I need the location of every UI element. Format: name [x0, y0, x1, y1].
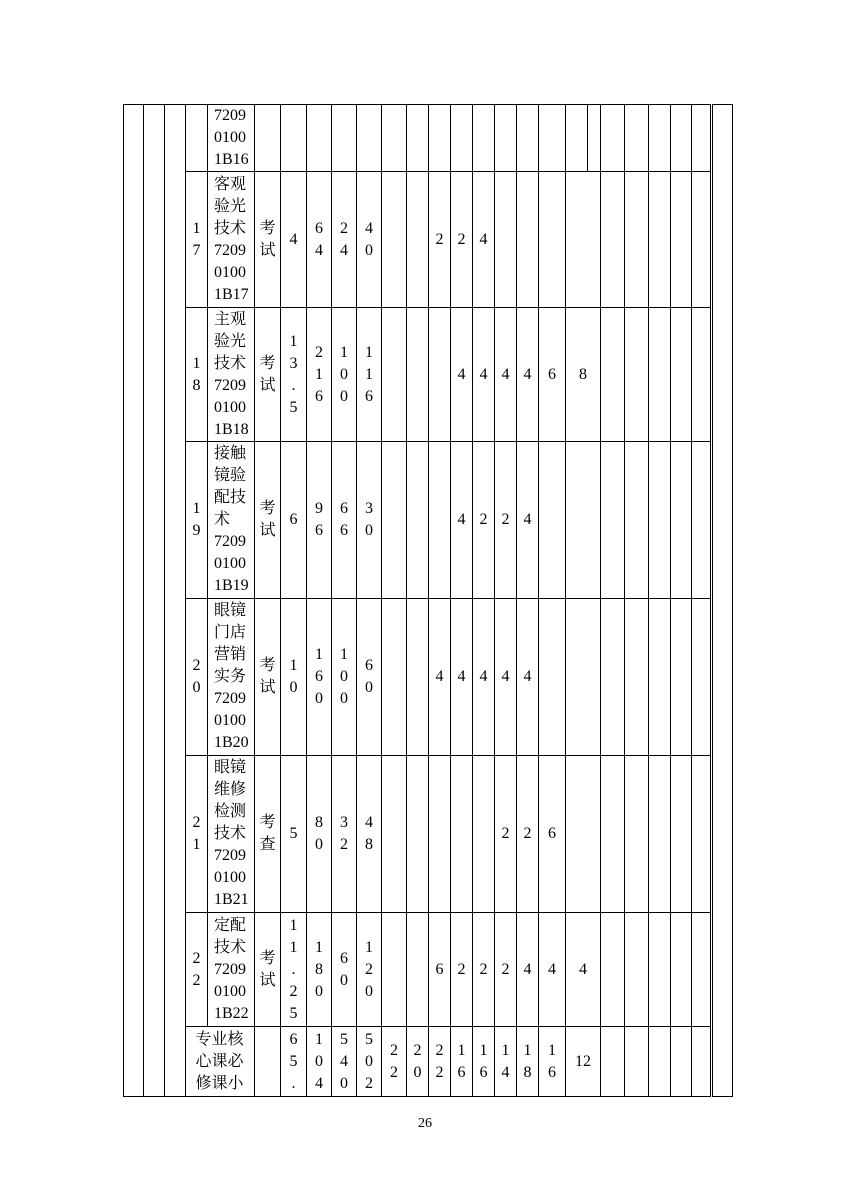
- edge-cell: [712, 105, 733, 1097]
- empty-cell: [625, 756, 649, 913]
- schedule-value: 4: [479, 365, 488, 383]
- schedule-value: 18: [523, 1041, 532, 1081]
- schedule-cell: [451, 442, 473, 599]
- schedule-value: 4: [457, 668, 466, 685]
- schedule-cell: [451, 1027, 473, 1097]
- schedule-value: 12: [575, 1052, 591, 1070]
- empty-cell: [625, 599, 649, 756]
- assessment-method: 考试: [259, 219, 276, 259]
- theory-hours-cell: [332, 172, 357, 308]
- course-code: 720901001B16: [214, 107, 249, 168]
- practice-hours: 40: [365, 219, 373, 259]
- schedule-cell: [473, 172, 495, 308]
- subtotal-label: 专业核心课必修课小: [195, 1030, 244, 1092]
- assessment-cell: [255, 105, 281, 172]
- empty-cell: [649, 1027, 671, 1097]
- empty-cell: [671, 442, 692, 599]
- empty-cell: [625, 105, 649, 172]
- credits-cell: [281, 172, 307, 308]
- schedule-cell: [517, 599, 539, 756]
- schedule-cell: [517, 913, 539, 1027]
- assessment-cell: [255, 308, 281, 442]
- schedule-value: 4: [457, 365, 466, 383]
- course-number-cell: [186, 599, 208, 756]
- schedule-value: 14: [501, 1041, 510, 1081]
- course-name-cell: [208, 172, 255, 308]
- credits-cell: [281, 105, 307, 172]
- assessment-method: 考试: [259, 949, 276, 989]
- course-name: 定配技术: [214, 916, 247, 956]
- schedule-cell: [495, 1027, 517, 1097]
- schedule-cell: [429, 913, 451, 1027]
- schedule-cell: [407, 172, 429, 308]
- course-name-cell: [208, 105, 255, 172]
- schedule-value: 2: [435, 230, 444, 248]
- empty-cell: [692, 172, 712, 308]
- schedule-cell: [495, 756, 517, 913]
- empty-cell: [671, 756, 692, 913]
- course-number: 20: [192, 657, 201, 696]
- schedule-cell: [382, 442, 407, 599]
- course-number-cell: [186, 105, 208, 172]
- assessment-cell: [255, 756, 281, 913]
- schedule-cell: [429, 172, 451, 308]
- schedule-value: 4: [523, 960, 532, 978]
- category-cell-b: [144, 105, 165, 1097]
- course-name-cell: [208, 599, 255, 756]
- empty-cell: [671, 599, 692, 756]
- empty-cell: [671, 308, 692, 442]
- schedule-value: 22: [390, 1041, 398, 1081]
- assessment-cell: [255, 442, 281, 599]
- schedule-cell: [495, 172, 517, 308]
- schedule-cell: [566, 756, 601, 913]
- practice-hours: 502: [365, 1030, 373, 1092]
- schedule-cell: [429, 756, 451, 913]
- schedule-value: 6: [435, 960, 444, 978]
- schedule-cell: [382, 105, 407, 172]
- schedule-value: 2: [479, 511, 488, 528]
- practice-hours-cell: [357, 599, 382, 756]
- schedule-cell: [382, 308, 407, 442]
- schedule-cell: [407, 442, 429, 599]
- schedule-cell: [382, 913, 407, 1027]
- schedule-value: 2: [523, 825, 532, 842]
- schedule-cell: [473, 442, 495, 599]
- schedule-cell: [451, 105, 473, 172]
- practice-hours: 116: [365, 343, 373, 405]
- schedule-value: 4: [523, 668, 532, 685]
- schedule-cell: [473, 105, 495, 172]
- schedule-cell: [566, 308, 601, 442]
- empty-cell: [625, 1027, 649, 1097]
- schedule-value: 8: [579, 365, 587, 383]
- schedule-value: 2: [501, 511, 510, 528]
- empty-cell: [625, 913, 649, 1027]
- schedule-cell: [429, 599, 451, 756]
- schedule-value: 6: [548, 365, 556, 383]
- total-hours-cell: [307, 756, 332, 913]
- course-row: [124, 442, 733, 599]
- practice-hours-cell: [357, 756, 382, 913]
- schedule-value: 20: [413, 1041, 422, 1081]
- schedule-cell: [451, 172, 473, 308]
- theory-hours: 60: [340, 949, 348, 989]
- total-hours: 216: [315, 343, 323, 405]
- practice-hours-cell: [357, 913, 382, 1027]
- empty-cell: [601, 756, 625, 913]
- schedule-cell: [566, 599, 601, 756]
- schedule-value: 4: [501, 668, 510, 685]
- course-code: 720901001B17: [214, 241, 249, 303]
- assessment-method: 考试: [259, 500, 276, 539]
- course-row: [124, 105, 733, 172]
- total-hours-cell: [307, 308, 332, 442]
- empty-cell: [692, 105, 712, 172]
- subtotal-credits-cell: [281, 1027, 307, 1097]
- theory-hours: 32: [340, 814, 348, 853]
- schedule-value: 4: [457, 511, 466, 528]
- schedule-cell: [566, 172, 601, 308]
- course-number-cell: [186, 172, 208, 308]
- course-row: [124, 308, 733, 442]
- course-number-cell: [186, 756, 208, 913]
- practice-hours: 30: [365, 500, 373, 539]
- schedule-cell: [566, 1027, 601, 1097]
- theory-hours-cell: [332, 1027, 357, 1097]
- schedule-value: 16: [548, 1041, 556, 1081]
- practice-hours-cell: [357, 442, 382, 599]
- schedule-cell: [539, 599, 566, 756]
- schedule-cell: [407, 756, 429, 913]
- course-code: 720901001B18: [214, 376, 249, 438]
- schedule-cell: [517, 105, 539, 172]
- empty-cell: [601, 172, 625, 308]
- schedule-cell: [407, 105, 429, 172]
- empty-cell: [649, 172, 671, 308]
- empty-cell: [692, 308, 712, 442]
- theory-hours: 100: [340, 646, 348, 707]
- schedule-value: 2: [457, 960, 466, 978]
- schedule-value: 4: [548, 960, 556, 978]
- practice-hours: 120: [365, 938, 373, 1000]
- schedule-cell: [539, 1027, 566, 1097]
- empty-cell: [649, 599, 671, 756]
- credits: 6: [289, 511, 298, 528]
- schedule-cell: [473, 308, 495, 442]
- schedule-value: 4: [435, 668, 444, 685]
- empty-cell: [601, 1027, 625, 1097]
- schedule-value: 4: [523, 365, 532, 383]
- schedule-cell: [407, 308, 429, 442]
- empty-cell: [671, 1027, 692, 1097]
- schedule-value: 4: [501, 365, 510, 383]
- schedule-cell: [407, 1027, 429, 1097]
- subtotal-assessment-cell: [255, 1027, 281, 1097]
- course-name: 客观验光技术: [214, 175, 247, 237]
- curriculum-table: [123, 104, 733, 1097]
- credits-cell: [281, 442, 307, 599]
- subtotal-row: [124, 1027, 733, 1097]
- cell-divider-line: [587, 104, 588, 171]
- course-name-cell: [208, 756, 255, 913]
- theory-hours-cell: [332, 913, 357, 1027]
- schedule-cell: [495, 442, 517, 599]
- theory-hours-cell: [332, 756, 357, 913]
- empty-cell: [671, 105, 692, 172]
- course-name: 接触镜验配技术: [214, 445, 247, 528]
- course-name: 眼镜门店营销实务: [214, 602, 247, 685]
- schedule-cell: [407, 599, 429, 756]
- schedule-cell: [382, 172, 407, 308]
- schedule-value: 6: [548, 825, 556, 842]
- total-hours: 64: [315, 219, 323, 259]
- course-code: 720901001B20: [214, 690, 249, 751]
- schedule-cell: [382, 599, 407, 756]
- schedule-cell: [495, 308, 517, 442]
- empty-cell: [692, 913, 712, 1027]
- assessment-method: 考查: [259, 814, 276, 853]
- practice-hours: 60: [365, 657, 373, 696]
- schedule-value: 2: [501, 825, 510, 842]
- theory-hours: 24: [340, 219, 348, 259]
- total-hours: 160: [315, 646, 323, 707]
- schedule-value: 16: [457, 1041, 466, 1081]
- schedule-cell: [495, 599, 517, 756]
- schedule-cell: [566, 442, 601, 599]
- schedule-cell: [539, 308, 566, 442]
- practice-hours-cell: [357, 105, 382, 172]
- theory-hours: 100: [340, 343, 348, 405]
- schedule-cell: [473, 913, 495, 1027]
- credits: 13.5: [289, 332, 298, 416]
- course-number: 17: [192, 219, 201, 259]
- credits-cell: [281, 756, 307, 913]
- course-code: 720901001B19: [214, 533, 249, 594]
- empty-cell: [649, 308, 671, 442]
- schedule-cell: [495, 105, 517, 172]
- credits-cell: [281, 308, 307, 442]
- course-code: 720901001B21: [214, 847, 249, 908]
- category-cell-a: [124, 105, 144, 1097]
- total-hours-cell: [307, 172, 332, 308]
- course-name: 眼镜维修检测技术: [214, 759, 247, 842]
- course-row: [124, 599, 733, 756]
- theory-hours: 66: [340, 500, 348, 539]
- total-hours-cell: [307, 105, 332, 172]
- schedule-cell: [539, 442, 566, 599]
- schedule-cell: [429, 1027, 451, 1097]
- assessment-method: 考试: [259, 657, 276, 696]
- schedule-cell: [566, 913, 601, 1027]
- schedule-cell: [382, 756, 407, 913]
- assessment-cell: [255, 599, 281, 756]
- course-number: 19: [192, 500, 201, 539]
- course-code: 720901001B22: [214, 960, 249, 1022]
- total-hours: 96: [315, 500, 323, 539]
- empty-cell: [692, 756, 712, 913]
- assessment-cell: [255, 172, 281, 308]
- category-cell-c: [165, 105, 186, 1097]
- schedule-cell: [539, 172, 566, 308]
- theory-hours-cell: [332, 105, 357, 172]
- empty-cell: [649, 105, 671, 172]
- schedule-value: 16: [479, 1041, 488, 1081]
- empty-cell: [601, 599, 625, 756]
- empty-cell: [671, 913, 692, 1027]
- theory-hours-cell: [332, 308, 357, 442]
- empty-cell: [649, 913, 671, 1027]
- assessment-cell: [255, 913, 281, 1027]
- schedule-cell: [473, 599, 495, 756]
- total-hours-cell: [307, 913, 332, 1027]
- schedule-value: 4: [479, 668, 488, 685]
- total-hours-cell: [307, 599, 332, 756]
- total-hours: 80: [315, 814, 323, 853]
- course-number-cell: [186, 308, 208, 442]
- schedule-value: 4: [523, 511, 532, 528]
- course-name-cell: [208, 308, 255, 442]
- course-row: [124, 172, 733, 308]
- schedule-value: 2: [457, 230, 466, 248]
- empty-cell: [601, 442, 625, 599]
- course-name: 主观验光技术: [214, 310, 247, 372]
- schedule-cell: [473, 756, 495, 913]
- credits: 11.25: [289, 916, 298, 1022]
- course-name-cell: [208, 913, 255, 1027]
- schedule-cell: [539, 913, 566, 1027]
- empty-cell: [601, 105, 625, 172]
- schedule-cell: [495, 913, 517, 1027]
- course-number: 22: [192, 949, 201, 989]
- empty-cell: [625, 172, 649, 308]
- schedule-cell: [539, 756, 566, 913]
- credits-cell: [281, 599, 307, 756]
- schedule-cell: [451, 756, 473, 913]
- schedule-cell: [382, 1027, 407, 1097]
- empty-cell: [625, 442, 649, 599]
- credits: 10: [289, 657, 298, 696]
- schedule-value: 22: [435, 1041, 444, 1081]
- schedule-cell: [517, 756, 539, 913]
- credits: 5: [289, 825, 298, 842]
- practice-hours-cell: [357, 308, 382, 442]
- curriculum-table-body: [124, 105, 733, 1097]
- total-hours: 104: [315, 1030, 323, 1092]
- schedule-cell: [429, 308, 451, 442]
- empty-cell: [692, 442, 712, 599]
- schedule-cell: [451, 913, 473, 1027]
- schedule-cell: [451, 308, 473, 442]
- practice-hours-cell: [357, 172, 382, 308]
- course-name-cell: [208, 442, 255, 599]
- schedule-cell: [407, 913, 429, 1027]
- empty-cell: [601, 913, 625, 1027]
- course-number-cell: [186, 442, 208, 599]
- course-row: [124, 913, 733, 1027]
- total-hours: 180: [315, 938, 323, 1000]
- theory-hours-cell: [332, 442, 357, 599]
- schedule-cell: [451, 599, 473, 756]
- schedule-value: 4: [579, 960, 587, 978]
- subtotal-label-cell: [186, 1027, 255, 1097]
- total-hours-cell: [307, 1027, 332, 1097]
- theory-hours-cell: [332, 599, 357, 756]
- practice-hours-cell: [357, 1027, 382, 1097]
- empty-cell: [625, 308, 649, 442]
- credits: 4: [289, 230, 298, 248]
- course-number: 21: [192, 814, 201, 853]
- schedule-cell: [473, 1027, 495, 1097]
- schedule-cell: [517, 308, 539, 442]
- subtotal-credits: 65.: [289, 1030, 298, 1092]
- page-number: 26: [418, 1116, 432, 1131]
- schedule-cell: [517, 1027, 539, 1097]
- schedule-cell: [566, 105, 601, 172]
- assessment-method: 考试: [259, 354, 276, 394]
- schedule-cell: [539, 105, 566, 172]
- course-number: 18: [192, 354, 201, 394]
- course-row: [124, 756, 733, 913]
- empty-cell: [649, 442, 671, 599]
- empty-cell: [649, 756, 671, 913]
- schedule-cell: [429, 105, 451, 172]
- credits-cell: [281, 913, 307, 1027]
- empty-cell: [692, 1027, 712, 1097]
- empty-cell: [671, 172, 692, 308]
- course-number-cell: [186, 913, 208, 1027]
- empty-cell: [692, 599, 712, 756]
- practice-hours: 48: [365, 814, 373, 853]
- theory-hours: 540: [340, 1030, 348, 1092]
- total-hours-cell: [307, 442, 332, 599]
- schedule-value: 2: [501, 960, 510, 978]
- schedule-cell: [429, 442, 451, 599]
- empty-cell: [601, 308, 625, 442]
- schedule-value: 4: [479, 230, 488, 248]
- schedule-value: 2: [479, 960, 488, 978]
- schedule-cell: [517, 172, 539, 308]
- schedule-cell: [517, 442, 539, 599]
